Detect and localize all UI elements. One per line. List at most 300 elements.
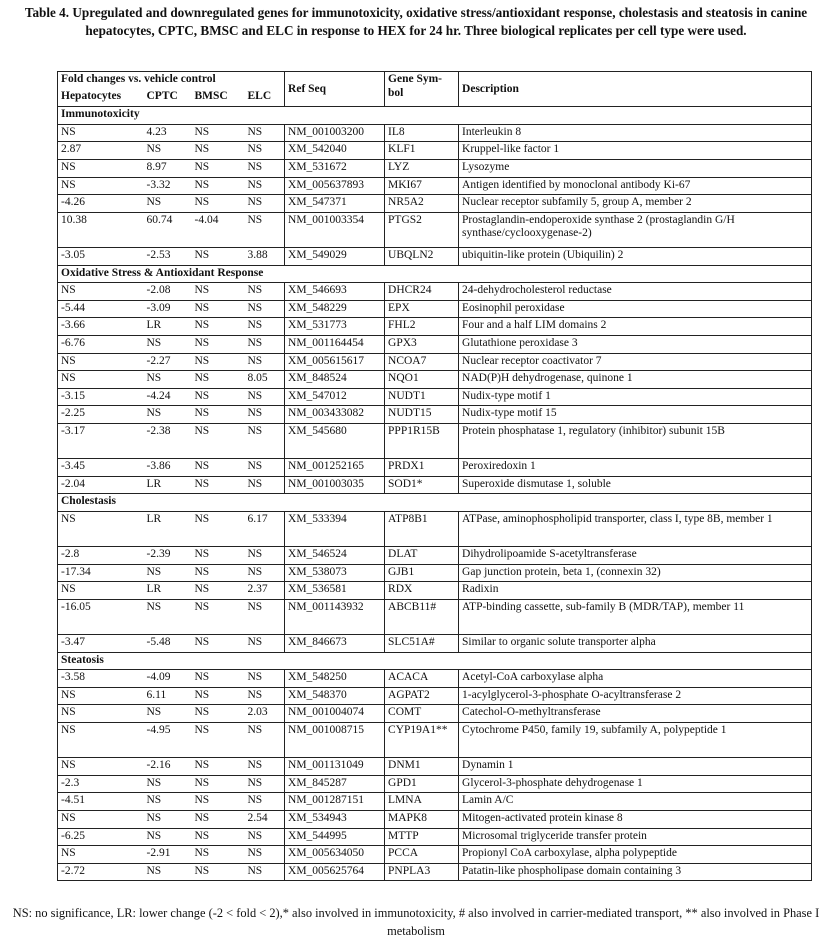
gene-symbol: GJB1 <box>385 564 459 582</box>
elc-value: NS <box>245 476 285 494</box>
hepatocytes-value: -3.66 <box>58 318 144 336</box>
gene-symbol: SLC51A# <box>385 635 459 653</box>
hepatocytes-value: -4.51 <box>58 793 144 811</box>
hepatocytes-value: NS <box>58 810 144 828</box>
gene-symbol: MKI67 <box>385 177 459 195</box>
refseq-value: NM_001003354 <box>285 212 385 247</box>
gene-symbol: KLF1 <box>385 142 459 160</box>
cptc-value: 8.97 <box>144 159 192 177</box>
hepatocytes-value: -16.05 <box>58 599 144 634</box>
gene-description: Peroxiredoxin 1 <box>459 459 812 477</box>
gene-table <box>57 71 812 881</box>
section-title: Immunotoxicity <box>58 107 812 125</box>
table-row <box>58 247 812 265</box>
bmsc-value: NS <box>192 335 245 353</box>
section-title: Oxidative Stress & Antioxidant Response <box>58 265 812 283</box>
bmsc-value: NS <box>192 670 245 688</box>
elc-value: NS <box>245 423 285 458</box>
bmsc-value: NS <box>192 423 245 458</box>
refseq-value: XM_531672 <box>285 159 385 177</box>
gene-symbol: AGPAT2 <box>385 687 459 705</box>
cptc-value: LR <box>144 318 192 336</box>
gene-symbol: PPP1R15B <box>385 423 459 458</box>
refseq-value: XM_534943 <box>285 810 385 828</box>
hepatocytes-value: NS <box>58 687 144 705</box>
table-row <box>58 300 812 318</box>
table-row <box>58 793 812 811</box>
hepatocytes-value: -17.34 <box>58 564 144 582</box>
table-row <box>58 758 812 776</box>
table-row <box>58 810 812 828</box>
gene-symbol: LMNA <box>385 793 459 811</box>
refseq-value: NM_001287151 <box>285 793 385 811</box>
bmsc-value: NS <box>192 793 245 811</box>
bmsc-value: NS <box>192 846 245 864</box>
bmsc-value: NS <box>192 476 245 494</box>
gene-symbol: IL8 <box>385 124 459 142</box>
gene-description: Gap junction protein, beta 1, (connexin 32) <box>459 564 812 582</box>
refseq-value: NM_003433082 <box>285 406 385 424</box>
elc-value: NS <box>245 124 285 142</box>
table-row <box>58 371 812 389</box>
gene-description: Prostaglandin-endoperoxide synthase 2 (prostaglandin G/H synthase/cyclooxygenase-2) <box>459 212 812 247</box>
table-row <box>58 459 812 477</box>
table-row <box>58 124 812 142</box>
refseq-value: XM_548370 <box>285 687 385 705</box>
bmsc-value: NS <box>192 828 245 846</box>
hepatocytes-value: NS <box>58 511 144 546</box>
elc-header: ELC <box>245 89 285 107</box>
hepatocytes-value: NS <box>58 758 144 776</box>
refseq-value: XM_531773 <box>285 318 385 336</box>
gene-description: Nudix-type motif 1 <box>459 388 812 406</box>
bmsc-value: NS <box>192 318 245 336</box>
table-row <box>58 863 812 881</box>
refseq-value: NM_001131049 <box>285 758 385 776</box>
elc-value: NS <box>245 142 285 160</box>
hepatocytes-value: NS <box>58 582 144 600</box>
gene-description: Nuclear receptor coactivator 7 <box>459 353 812 371</box>
elc-value: NS <box>245 406 285 424</box>
elc-value: NS <box>245 775 285 793</box>
gene-description: 1-acylglycerol-3-phosphate O-acyltransferase 2 <box>459 687 812 705</box>
cptc-value: -2.53 <box>144 247 192 265</box>
refseq-value: XM_549029 <box>285 247 385 265</box>
bmsc-value: NS <box>192 705 245 723</box>
gene-description: Nuclear receptor subfamily 5, group A, member 2 <box>459 195 812 213</box>
cptc-value: -3.86 <box>144 459 192 477</box>
hepatocytes-value: -3.58 <box>58 670 144 688</box>
refseq-value: XM_005625764 <box>285 863 385 881</box>
bmsc-value: NS <box>192 863 245 881</box>
gene-description: Glutathione peroxidase 3 <box>459 335 812 353</box>
elc-value: NS <box>245 177 285 195</box>
elc-value: NS <box>245 388 285 406</box>
refseq-value: XM_547371 <box>285 195 385 213</box>
bmsc-value: NS <box>192 177 245 195</box>
gene-symbol: DLAT <box>385 547 459 565</box>
bmsc-value: NS <box>192 353 245 371</box>
hepatocytes-value: -6.76 <box>58 335 144 353</box>
gene-description: Four and a half LIM domains 2 <box>459 318 812 336</box>
refseq-value: XM_548229 <box>285 300 385 318</box>
bmsc-value: NS <box>192 406 245 424</box>
elc-value: NS <box>245 459 285 477</box>
gene-description: ATPase, aminophospholipid transporter, class I, type 8B, member 1 <box>459 511 812 546</box>
elc-value: 3.88 <box>245 247 285 265</box>
gene-symbol: NCOA7 <box>385 353 459 371</box>
elc-value: NS <box>245 159 285 177</box>
gene-description: NAD(P)H dehydrogenase, quinone 1 <box>459 371 812 389</box>
gene-symbol: COMT <box>385 705 459 723</box>
refseq-value: XM_533394 <box>285 511 385 546</box>
section-title: Steatosis <box>58 652 812 670</box>
refseq-value: XM_538073 <box>285 564 385 582</box>
gene-description: Dynamin 1 <box>459 758 812 776</box>
elc-value: 2.37 <box>245 582 285 600</box>
hepatocytes-value: 10.38 <box>58 212 144 247</box>
bmsc-value: NS <box>192 300 245 318</box>
fold-change-group-header: Fold changes vs. vehicle control <box>58 72 285 90</box>
bmsc-value: -4.04 <box>192 212 245 247</box>
hepatocytes-value: -2.04 <box>58 476 144 494</box>
cptc-value: -2.08 <box>144 283 192 301</box>
table-row <box>58 406 812 424</box>
refseq-value: XM_848524 <box>285 371 385 389</box>
bmsc-value: NS <box>192 195 245 213</box>
hepatocytes-value: NS <box>58 124 144 142</box>
refseq-value: XM_545680 <box>285 423 385 458</box>
refseq-value: XM_846673 <box>285 635 385 653</box>
table-row <box>58 476 812 494</box>
gene-symbol: DNM1 <box>385 758 459 776</box>
elc-value: NS <box>245 300 285 318</box>
gene-symbol: ATP8B1 <box>385 511 459 546</box>
gene-description: Nudix-type motif 15 <box>459 406 812 424</box>
gene-symbol: ACACA <box>385 670 459 688</box>
hepatocytes-value: -3.47 <box>58 635 144 653</box>
table-row <box>58 582 812 600</box>
gene-symbol: NUDT15 <box>385 406 459 424</box>
cptc-value: -2.91 <box>144 846 192 864</box>
hepatocytes-value: -3.17 <box>58 423 144 458</box>
gene-description: Kruppel-like factor 1 <box>459 142 812 160</box>
cptc-value: -2.27 <box>144 353 192 371</box>
gene-symbol: EPX <box>385 300 459 318</box>
gene-description: Lamin A/C <box>459 793 812 811</box>
bmsc-value: NS <box>192 459 245 477</box>
cptc-value: NS <box>144 863 192 881</box>
elc-value: NS <box>245 670 285 688</box>
gene-symbol: PNPLA3 <box>385 863 459 881</box>
cptc-value: NS <box>144 599 192 634</box>
refseq-value: XM_548250 <box>285 670 385 688</box>
table-row <box>58 705 812 723</box>
elc-value: NS <box>245 547 285 565</box>
cptc-value: -4.95 <box>144 722 192 757</box>
cptc-value: -2.16 <box>144 758 192 776</box>
table-row <box>58 828 812 846</box>
elc-value: NS <box>245 599 285 634</box>
gene-symbol: MTTP <box>385 828 459 846</box>
cptc-value: NS <box>144 810 192 828</box>
gene-description: Cytochrome P450, family 19, subfamily A, polypeptide 1 <box>459 722 812 757</box>
refseq-value: XM_005634050 <box>285 846 385 864</box>
bmsc-value: NS <box>192 511 245 546</box>
elc-value: NS <box>245 635 285 653</box>
gene-description: Antigen identified by monoclonal antibody Ki-67 <box>459 177 812 195</box>
table-row <box>58 670 812 688</box>
section-title: Cholestasis <box>58 494 812 512</box>
table-row <box>58 318 812 336</box>
gene-description: Patatin-like phospholipase domain containing 3 <box>459 863 812 881</box>
elc-value: NS <box>245 195 285 213</box>
cptc-value: NS <box>144 828 192 846</box>
bmsc-value: NS <box>192 582 245 600</box>
gene-symbol: GPD1 <box>385 775 459 793</box>
gene-description: Interleukin 8 <box>459 124 812 142</box>
hepatocytes-value: NS <box>58 705 144 723</box>
bmsc-value: NS <box>192 775 245 793</box>
hepatocytes-value: NS <box>58 177 144 195</box>
gene-description: Eosinophil peroxidase <box>459 300 812 318</box>
table-row <box>58 212 812 247</box>
table-row <box>58 564 812 582</box>
table-row <box>58 599 812 634</box>
gene-symbol: ABCB11# <box>385 599 459 634</box>
refseq-value: XM_005637893 <box>285 177 385 195</box>
refseq-value: NM_001003200 <box>285 124 385 142</box>
elc-value: NS <box>245 793 285 811</box>
gene-symbol: LYZ <box>385 159 459 177</box>
hepatocytes-value: NS <box>58 371 144 389</box>
hepatocytes-value: NS <box>58 353 144 371</box>
elc-value: NS <box>245 828 285 846</box>
gene-description: Dihydrolipoamide S-acetyltransferase <box>459 547 812 565</box>
gene-symbol: NQO1 <box>385 371 459 389</box>
elc-value: NS <box>245 212 285 247</box>
hepatocytes-value: -6.25 <box>58 828 144 846</box>
cptc-header: CPTC <box>144 89 192 107</box>
gene-symbol: FHL2 <box>385 318 459 336</box>
cptc-value: -4.24 <box>144 388 192 406</box>
table-caption: Table 4. Upregulated and downregulated genes for immunotoxicity, oxidative stress/antioxidant response, cholestasis and steatosis in canine hepatocytes, CPTC, BMSC and ELC in response to HEX for 24 hr. Three biological replicates per cell type were used. <box>24 5 808 38</box>
cptc-value: NS <box>144 406 192 424</box>
cptc-value: -4.09 <box>144 670 192 688</box>
cptc-value: NS <box>144 775 192 793</box>
refseq-value: NM_001164454 <box>285 335 385 353</box>
elc-value: NS <box>245 758 285 776</box>
gene-description: Propionyl CoA carboxylase, alpha polypeptide <box>459 846 812 864</box>
hepatocytes-value: -4.26 <box>58 195 144 213</box>
elc-value: NS <box>245 283 285 301</box>
hepatocytes-value: -5.44 <box>58 300 144 318</box>
elc-value: NS <box>245 335 285 353</box>
section-header-row <box>58 265 812 283</box>
bmsc-value: NS <box>192 635 245 653</box>
cptc-value: LR <box>144 511 192 546</box>
elc-value: NS <box>245 318 285 336</box>
gene-description: ATP-binding cassette, sub-family B (MDR/TAP), member 11 <box>459 599 812 634</box>
table-row <box>58 511 812 546</box>
cptc-value: NS <box>144 335 192 353</box>
gene-symbol: GPX3 <box>385 335 459 353</box>
hepatocytes-value: -2.8 <box>58 547 144 565</box>
cptc-value: NS <box>144 195 192 213</box>
hepatocytes-value: NS <box>58 722 144 757</box>
table-row <box>58 846 812 864</box>
bmsc-value: NS <box>192 599 245 634</box>
hepatocytes-value: -3.45 <box>58 459 144 477</box>
table-row <box>58 177 812 195</box>
refseq-value: XM_005615617 <box>285 353 385 371</box>
bmsc-value: NS <box>192 124 245 142</box>
hepatocytes-value: -3.05 <box>58 247 144 265</box>
gene-description: Lysozyme <box>459 159 812 177</box>
table-row <box>58 423 812 458</box>
elc-value: 8.05 <box>245 371 285 389</box>
refseq-value: XM_542040 <box>285 142 385 160</box>
gene-description: Mitogen-activated protein kinase 8 <box>459 810 812 828</box>
refseq-value: NM_001004074 <box>285 705 385 723</box>
refseq-value: XM_544995 <box>285 828 385 846</box>
bmsc-value: NS <box>192 142 245 160</box>
bmsc-value: NS <box>192 247 245 265</box>
table-row <box>58 722 812 757</box>
gene-symbol: PTGS2 <box>385 212 459 247</box>
table-footnote: NS: no significance, LR: lower change (-2 < fold < 2),* also involved in immunotoxicity, # also involved in carrier-mediated transport, ** also involved in Phase I metabolism <box>12 906 820 938</box>
gene-symbol: SOD1* <box>385 476 459 494</box>
table-body <box>58 107 812 881</box>
refseq-value: XM_546693 <box>285 283 385 301</box>
hepatocytes-value: NS <box>58 846 144 864</box>
cptc-value: LR <box>144 582 192 600</box>
header-row-1 <box>58 72 812 90</box>
cptc-value: 60.74 <box>144 212 192 247</box>
gene-symbol: NR5A2 <box>385 195 459 213</box>
refseq-value: XM_546524 <box>285 547 385 565</box>
refseq-value: XM_845287 <box>285 775 385 793</box>
gene-description: Microsomal triglyceride transfer protein <box>459 828 812 846</box>
cptc-value: NS <box>144 564 192 582</box>
gene-description: Acetyl-CoA carboxylase alpha <box>459 670 812 688</box>
table-row <box>58 635 812 653</box>
section-header-row <box>58 107 812 125</box>
bmsc-value: NS <box>192 371 245 389</box>
section-header-row <box>58 652 812 670</box>
elc-value: NS <box>245 863 285 881</box>
refseq-value: NM_001003035 <box>285 476 385 494</box>
section-header-row <box>58 494 812 512</box>
gene-symbol: DHCR24 <box>385 283 459 301</box>
bmsc-value: NS <box>192 388 245 406</box>
table-row <box>58 687 812 705</box>
table-row <box>58 388 812 406</box>
gene-description: Superoxide dismutase 1, soluble <box>459 476 812 494</box>
refseq-value: NM_001008715 <box>285 722 385 757</box>
elc-value: 2.54 <box>245 810 285 828</box>
cptc-value: NS <box>144 793 192 811</box>
hepatocytes-header: Hepatocytes <box>58 89 144 107</box>
elc-value: NS <box>245 722 285 757</box>
gene-symbol: CYP19A1** <box>385 722 459 757</box>
bmsc-value: NS <box>192 547 245 565</box>
gene-symbol: NUDT1 <box>385 388 459 406</box>
hepatocytes-value: NS <box>58 159 144 177</box>
refseq-value: XM_536581 <box>285 582 385 600</box>
cptc-value: 4.23 <box>144 124 192 142</box>
elc-value: NS <box>245 687 285 705</box>
elc-value: NS <box>245 353 285 371</box>
table-row <box>58 195 812 213</box>
gene-description: Glycerol-3-phosphate dehydrogenase 1 <box>459 775 812 793</box>
bmsc-value: NS <box>192 687 245 705</box>
cptc-value: NS <box>144 371 192 389</box>
cptc-value: -2.39 <box>144 547 192 565</box>
cptc-value: NS <box>144 705 192 723</box>
table-row <box>58 335 812 353</box>
gene-description: Catechol-O-methyltransferase <box>459 705 812 723</box>
hepatocytes-value: NS <box>58 283 144 301</box>
cptc-value: LR <box>144 476 192 494</box>
bmsc-value: NS <box>192 564 245 582</box>
bmsc-value: NS <box>192 159 245 177</box>
table-row <box>58 159 812 177</box>
description-header: Description <box>459 72 812 107</box>
elc-value: NS <box>245 564 285 582</box>
gene-symbol: PCCA <box>385 846 459 864</box>
table-row <box>58 283 812 301</box>
elc-value: 6.17 <box>245 511 285 546</box>
refseq-value: NM_001143932 <box>285 599 385 634</box>
bmsc-value: NS <box>192 810 245 828</box>
hepatocytes-value: -2.72 <box>58 863 144 881</box>
hepatocytes-value: -3.15 <box>58 388 144 406</box>
gene-symbol: PRDX1 <box>385 459 459 477</box>
refseq-header: Ref Seq <box>285 72 385 107</box>
table-row <box>58 353 812 371</box>
hepatocytes-value: -2.3 <box>58 775 144 793</box>
gene-description: ubiquitin-like protein (Ubiquilin) 2 <box>459 247 812 265</box>
hepatocytes-value: 2.87 <box>58 142 144 160</box>
bmsc-value: NS <box>192 283 245 301</box>
gene-description: 24-dehydrocholesterol reductase <box>459 283 812 301</box>
cptc-value: -3.09 <box>144 300 192 318</box>
cptc-value: -5.48 <box>144 635 192 653</box>
elc-value: NS <box>245 846 285 864</box>
cptc-value: -2.38 <box>144 423 192 458</box>
bmsc-value: NS <box>192 758 245 776</box>
refseq-value: XM_547012 <box>285 388 385 406</box>
gene-symbol-header: Gene Sym-bol <box>385 72 459 107</box>
gene-symbol: RDX <box>385 582 459 600</box>
gene-description: Radixin <box>459 582 812 600</box>
table-row <box>58 142 812 160</box>
gene-symbol: UBQLN2 <box>385 247 459 265</box>
bmsc-value: NS <box>192 722 245 757</box>
cptc-value: NS <box>144 142 192 160</box>
table-row <box>58 547 812 565</box>
gene-description: Protein phosphatase 1, regulatory (inhibitor) subunit 15B <box>459 423 812 458</box>
gene-symbol: MAPK8 <box>385 810 459 828</box>
table-row <box>58 775 812 793</box>
cptc-value: -3.32 <box>144 177 192 195</box>
refseq-value: NM_001252165 <box>285 459 385 477</box>
gene-description: Similar to organic solute transporter alpha <box>459 635 812 653</box>
bmsc-header: BMSC <box>192 89 245 107</box>
cptc-value: 6.11 <box>144 687 192 705</box>
hepatocytes-value: -2.25 <box>58 406 144 424</box>
